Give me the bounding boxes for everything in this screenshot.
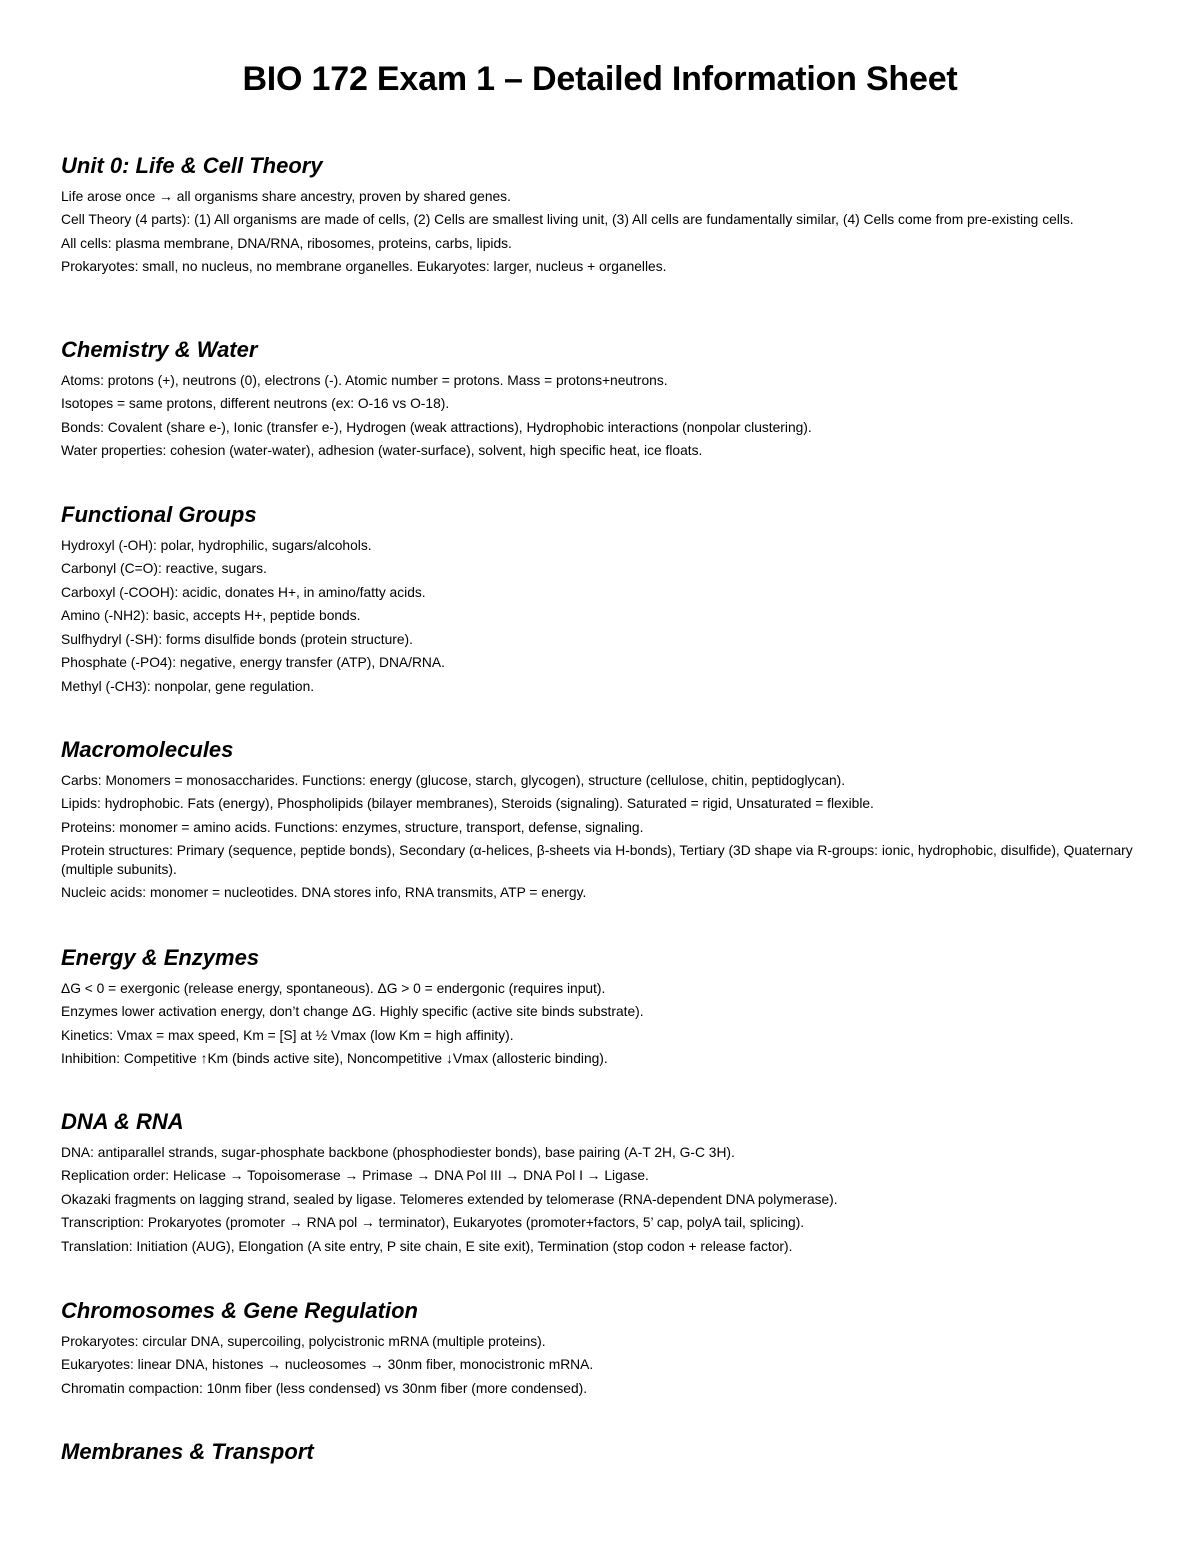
section-line: Phosphate (-PO4): negative, energy transfer (ATP), DNA/RNA. bbox=[61, 655, 445, 671]
section-line: Prokaryotes: circular DNA, supercoiling, polycistronic mRNA (multiple proteins). bbox=[61, 1334, 546, 1349]
section-line: Amino (-NH2): basic, accepts H+, peptide bonds. bbox=[61, 608, 361, 624]
section-heading: Chromosomes & Gene Regulation bbox=[61, 1298, 418, 1323]
section-chemistry-water bbox=[61, 336, 1141, 466]
section-line: All cells: plasma membrane, DNA/RNA, ribosomes, proteins, carbs, lipids. bbox=[61, 235, 512, 251]
section-line: Translation: Initiation (AUG), Elongation (A site entry, P site chain, E site exit), Termination (stop codon + release factor). bbox=[61, 1238, 793, 1254]
section-line: Lipids: hydrophobic. Fats (energy), Phospholipids (bilayer membranes), Steroids (signaling). Saturated = rigid, Unsaturated = flexible. bbox=[61, 796, 874, 812]
section-line: Enzymes lower activation energy, don’t change ΔG. Highly specific (active site binds substrate). bbox=[61, 1004, 644, 1020]
section-heading: Unit 0: Life & Cell Theory bbox=[61, 153, 323, 178]
section-line: Inhibition: Competitive ↑Km (binds active site), Noncompetitive ↓Vmax (allosteric binding). bbox=[61, 1051, 608, 1067]
section-functional-groups bbox=[61, 501, 1141, 701]
section-chromosomes-gene-regulation bbox=[61, 1297, 1141, 1403]
section-unit0-life-cell-theory bbox=[61, 152, 1141, 282]
section-heading: Functional Groups bbox=[61, 502, 257, 527]
section-line: Hydroxyl (-OH): polar, hydrophilic, sugars/alcohols. bbox=[61, 538, 372, 553]
section-dna-rna bbox=[61, 1108, 1141, 1261]
section-line: Replication order: Helicase → Topoisomerase → Primase → DNA Pol III → DNA Pol I → Ligase. bbox=[61, 1168, 649, 1184]
section-line: Nucleic acids: monomer = nucleotides. DNA stores info, RNA transmits, ATP = energy. bbox=[61, 885, 587, 901]
section-heading: DNA & RNA bbox=[61, 1109, 184, 1134]
section-line: Bonds: Covalent (share e-), Ionic (transfer e-), Hydrogen (weak attractions), Hydrophobic interactions (nonpolar clustering). bbox=[61, 419, 812, 435]
section-line: Carbs: Monomers = monosaccharides. Functions: energy (glucose, starch, glycogen), structure (cellulose, chitin, peptidoglycan). bbox=[61, 773, 846, 788]
section-heading: Macromolecules bbox=[61, 737, 234, 762]
section-line: DNA: antiparallel strands, sugar-phosphate backbone (phosphodiester bonds), base pairing (A-T 2H, G-C 3H). bbox=[61, 1145, 735, 1160]
section-line: Kinetics: Vmax = max speed, Km = [S] at ½ Vmax (low Km = high affinity). bbox=[61, 1027, 514, 1043]
section-line: Proteins: monomer = amino acids. Functions: enzymes, structure, transport, defense, signaling. bbox=[61, 819, 644, 835]
section-line: Carbonyl (C=O): reactive, sugars. bbox=[61, 561, 267, 577]
section-membranes-transport bbox=[61, 1438, 1141, 1474]
section-line: ΔG < 0 = exergonic (release energy, spontaneous). ΔG > 0 = endergonic (requires input). bbox=[61, 981, 606, 996]
section-line: Atoms: protons (+), neutrons (0), electrons (-). Atomic number = protons. Mass = protons+neutrons. bbox=[61, 373, 668, 388]
section-heading: Membranes & Transport bbox=[61, 1439, 314, 1464]
section-line: Life arose once → all organisms share ancestry, proven by shared genes. bbox=[61, 189, 511, 204]
section-line: Eukaryotes: linear DNA, histones → nucleosomes → 30nm fiber, monocistronic mRNA. bbox=[61, 1357, 594, 1373]
section-line: Water properties: cohesion (water-water), adhesion (water-surface), solvent, high specific heat, ice floats. bbox=[61, 443, 703, 459]
section-line: Cell Theory (4 parts): (1) All organisms are made of cells, (2) Cells are smallest living unit, (3) All cells are fundamentally similar, (4) Cells come from pre-existing cells. bbox=[61, 212, 1074, 228]
page-title: BIO 172 Exam 1 – Detailed Information Sheet bbox=[242, 60, 958, 98]
section-line: Chromatin compaction: 10nm fiber (less condensed) vs 30nm fiber (more condensed). bbox=[61, 1380, 588, 1396]
section-line: Prokaryotes: small, no nucleus, no membrane organelles. Eukaryotes: larger, nucleus + organelles. bbox=[61, 259, 667, 275]
section-line: Protein structures: Primary (sequence, peptide bonds), Secondary (α-helices, β-sheets via H-bonds), Tertiary (3D shape via R-groups: ionic, hydrophobic, disulfide), Quaternary (multiple subunits). bbox=[61, 843, 1133, 877]
section-line: Transcription: Prokaryotes (promoter → RNA pol → terminator), Eukaryotes (promoter+factors, 5’ cap, polyA tail, splicing). bbox=[61, 1215, 805, 1231]
section-heading: Chemistry & Water bbox=[61, 337, 258, 362]
section-line: Carboxyl (-COOH): acidic, donates H+, in amino/fatty acids. bbox=[61, 584, 426, 600]
section-line: Methyl (-CH3): nonpolar, gene regulation. bbox=[61, 678, 315, 694]
section-macromolecules bbox=[61, 736, 1141, 908]
section-line: Isotopes = same protons, different neutrons (ex: O-16 vs O-18). bbox=[61, 396, 450, 412]
section-line: Okazaki fragments on lagging strand, sealed by ligase. Telomeres extended by telomerase (RNA-dependent DNA polymerase). bbox=[61, 1191, 838, 1207]
section-heading: Energy & Enzymes bbox=[61, 945, 260, 970]
section-energy-enzymes bbox=[61, 944, 1141, 1074]
section-line: Sulfhydryl (-SH): forms disulfide bonds (protein structure). bbox=[61, 631, 413, 647]
